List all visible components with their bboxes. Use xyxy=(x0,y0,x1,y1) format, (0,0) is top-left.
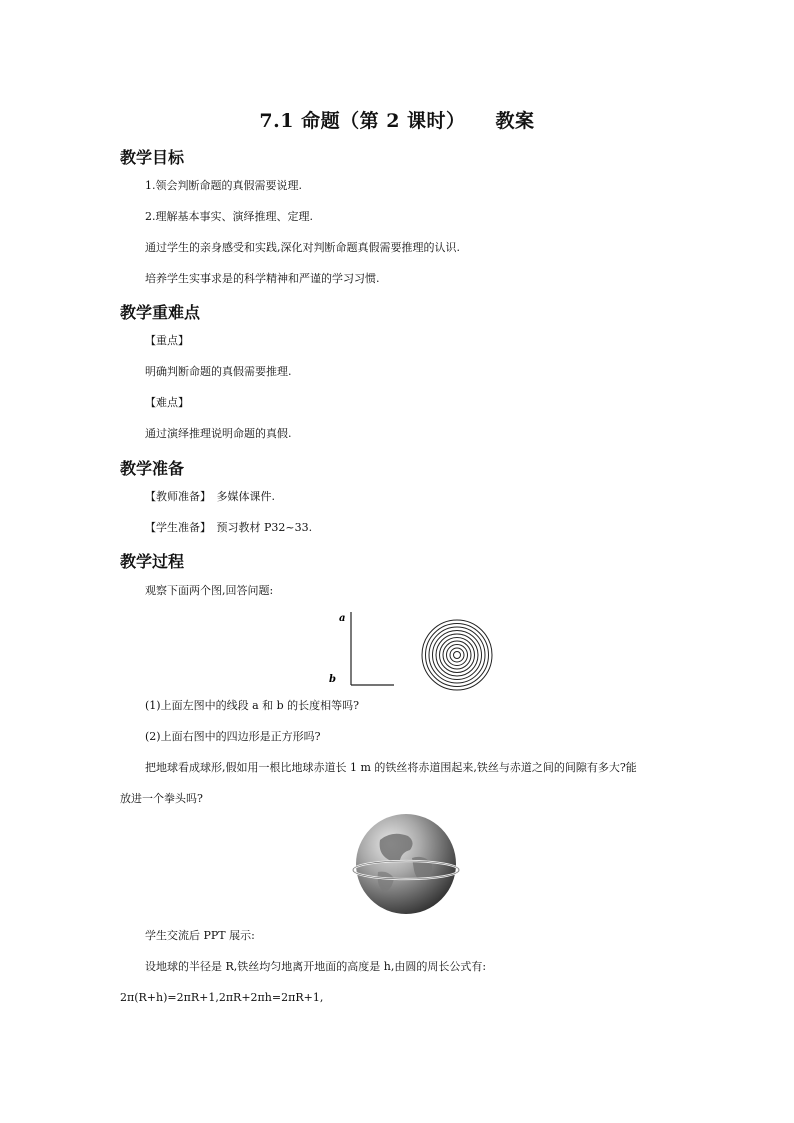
teacher-preparation: 【教师准备】 多媒体课件. xyxy=(145,490,275,503)
difficulty-label: 【难点】 xyxy=(145,396,189,409)
heading-process: 教学过程 xyxy=(120,552,185,571)
goal-item-4: 培养学生实事求是的科学精神和严谨的学习习惯. xyxy=(145,272,380,285)
label-a: a xyxy=(339,613,346,624)
focus-label: 【重点】 xyxy=(145,334,189,347)
globe-figure xyxy=(350,812,462,916)
difficulty-text: 通过演绎推理说明命题的真假. xyxy=(145,427,292,440)
label-b: b xyxy=(329,674,336,685)
setup-text: 设地球的半径是 R,铁丝均匀地离开地面的高度是 h,由圆的周长公式有: xyxy=(145,960,487,973)
earth-problem-line-2: 放进一个拳头吗? xyxy=(120,792,203,805)
heading-preparation: 教学准备 xyxy=(120,459,185,478)
concentric-circles-figure xyxy=(420,618,494,692)
title-suffix: 教案 xyxy=(495,110,535,132)
goal-item-1: 1.领会判断命题的真假需要说理. xyxy=(145,179,302,192)
heading-key-points: 教学重难点 xyxy=(120,303,201,322)
segments-figure xyxy=(330,608,400,690)
goal-item-2: 2.理解基本事实、演绎推理、定理. xyxy=(145,210,313,223)
after-ppt: 学生交流后 PPT 展示: xyxy=(145,929,255,942)
goal-item-3: 通过学生的亲身感受和实践,深化对判断命题真假需要推理的认识. xyxy=(145,241,460,254)
focus-text: 明确判断命题的真假需要推理. xyxy=(145,365,292,378)
earth-problem-line-1: 把地球看成球形,假如用一根比地球赤道长 1 m 的铁丝将赤道围起来,铁丝与赤道之间的间隙有多大?能 xyxy=(145,761,637,774)
process-intro: 观察下面两个图,回答问题: xyxy=(145,584,274,597)
student-preparation: 【学生准备】 预习教材 P32~33. xyxy=(145,521,313,534)
circle-rings xyxy=(422,620,492,690)
question-1: (1)上面左图中的线段 a 和 b 的长度相等吗? xyxy=(145,699,360,712)
question-2: (2)上面右图中的四边形是正方形吗? xyxy=(145,730,321,743)
title-main: 7.1 命题（第 2 课时） xyxy=(259,110,466,132)
formula: 2π(R+h)=2πR+1,2πR+2πh=2πR+1, xyxy=(120,991,324,1004)
document-title xyxy=(0,106,794,133)
heading-goals: 教学目标 xyxy=(120,148,185,167)
